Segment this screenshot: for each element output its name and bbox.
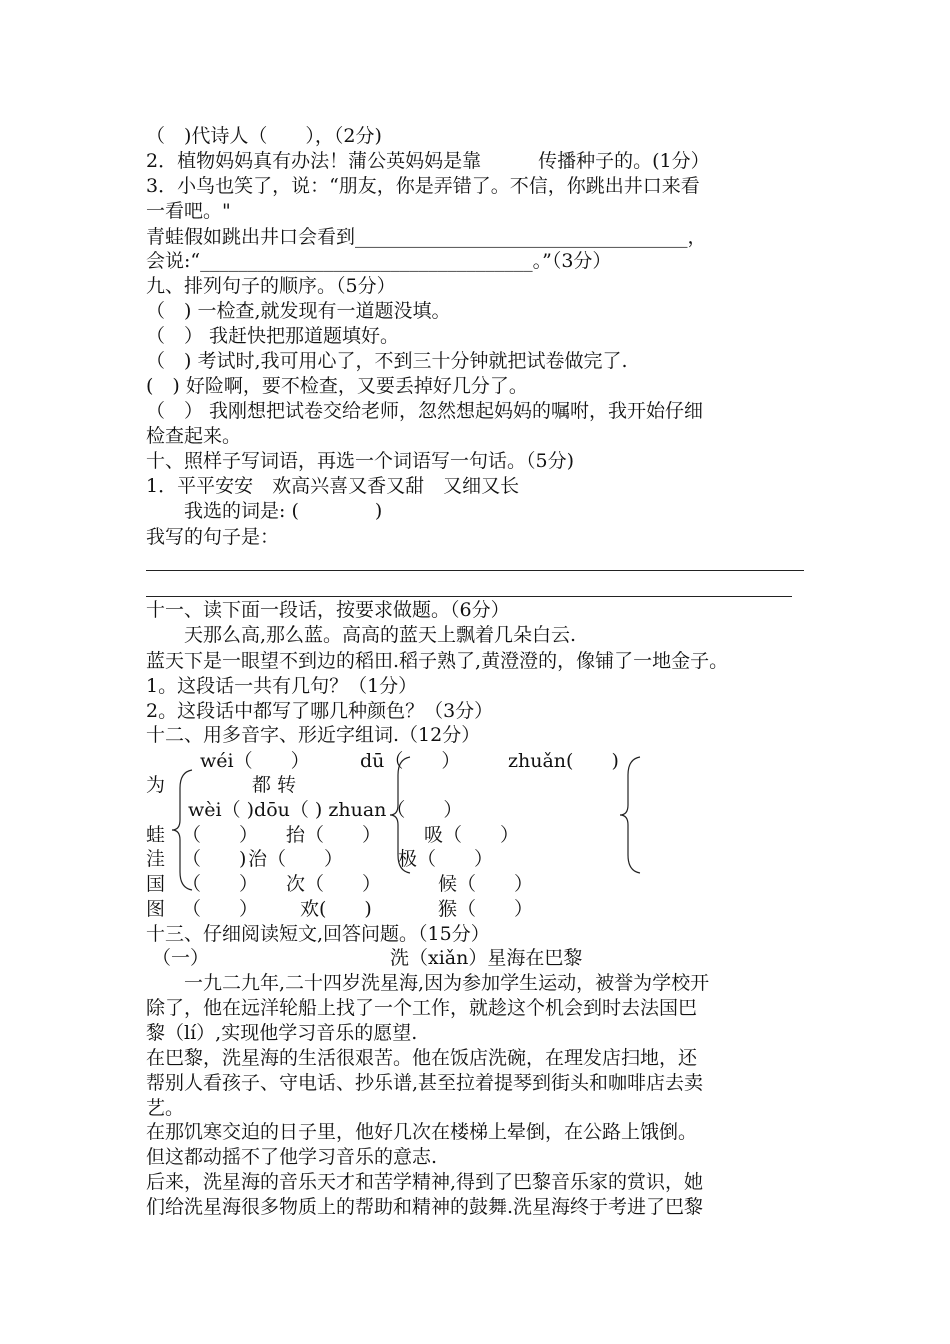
word-examples: 1．平平安安 欢高兴喜又香又甜 又细又长 (146, 475, 520, 497)
section-10-heading: 十、照样子写词语，再选一个词语写一句话。（5分) (146, 450, 575, 472)
row-zhi: 治（ ） (248, 848, 344, 870)
story-line-7: 在那饥寒交迫的日子里，他好几次在楼梯上晕倒，在公路上饿倒。 (146, 1121, 698, 1143)
story-line-10: 们给洗星海很多物质上的帮助和精神的鼓舞.洗星海终于考进了巴黎 (146, 1196, 704, 1218)
row-ci: 次（ ） (286, 873, 382, 895)
section-12-heading: 十二、用多音字、形近字组词.（12分） (146, 724, 481, 746)
story-title: 洗（xiǎn）星海在巴黎 (390, 947, 583, 969)
story-line-5: 帮别人看孩子、守电话、抄乐谱,甚至拉着提琴到街头和咖啡店去卖 (146, 1072, 704, 1094)
char-wei: 为 (146, 774, 166, 796)
order-item-5: （ ） 我刚想把试卷交给老师，忽然想起妈妈的嘱咐，我开始仔细 (146, 400, 704, 422)
question-2: 2．植物妈妈真有办法！蒲公英妈妈是靠 传播种子的。(1分） (146, 150, 710, 172)
part-one-label: （一） (152, 947, 210, 969)
question-11-1: 1。这段话一共有几句？（1分） (146, 675, 418, 697)
story-line-9: 后来，洗星海的音乐天才和苦学精神,得到了巴黎音乐家的赏识，她 (146, 1171, 704, 1193)
chosen-word-line: 我选的词是: ( ) (146, 500, 383, 522)
row-tu-blank: （ ） (182, 898, 259, 920)
row-tu-char: 图 (146, 898, 166, 920)
row-tai: 抬（ ） (286, 824, 382, 846)
poet-line: （ )代诗人（ ），（2分) (146, 125, 382, 147)
row-guo-char: 国 (146, 873, 166, 895)
pinyin-row-2: wèi（ )dōu（ ) zhuan（ ） (188, 799, 463, 821)
story-line-8: 但这都动摇不了他学习音乐的意志. (146, 1146, 438, 1168)
section-11-heading: 十一、读下面一段话，按要求做题。（6分） (146, 599, 510, 621)
pinyin-du: dū（ ） (360, 750, 461, 772)
row-wa-char: 蛙 (146, 824, 166, 846)
story-line-1: 一九二九年,二十四岁洗星海,因为参加学生运动，被誉为学校开 (146, 972, 710, 994)
brace-left (168, 768, 196, 892)
row-xi: 吸（ ） (424, 824, 520, 846)
story-line-2: 除了，他在远洋轮船上找了一个工作，就趁这个机会到时去法国巴 (146, 997, 698, 1019)
answer-line-2[interactable] (146, 596, 792, 597)
order-item-2: （ ） 我赶快把那道题填好。 (146, 325, 400, 347)
story-line-6: 艺。 (146, 1097, 185, 1119)
section-9-heading: 九、排列句子的顺序。（5分） (146, 275, 396, 297)
question-3-cont: 一看吧。" (146, 200, 231, 222)
answer-line-1[interactable] (146, 570, 804, 571)
brace-middle (386, 755, 414, 875)
row-huan: 欢( ) (300, 898, 372, 920)
chars-du-zhuan: 都 转 (252, 774, 297, 796)
pinyin-zhuan: zhuǎn( ) (508, 750, 619, 772)
question-3: 3．小鸟也笑了，说：“朋友，你是弄错了。不信，你跳出井口来看 (146, 175, 700, 197)
story-line-3: 黎（lí）,实现他学习音乐的愿望. (146, 1022, 418, 1044)
row-wa2-char: 洼 (146, 848, 166, 870)
order-item-5-cont: 检查起来。 (146, 425, 242, 447)
frog-sees-line: 青蛙假如跳出井口会看到___________________________________， (146, 226, 707, 248)
row-hou: 候（ ） (438, 873, 534, 895)
my-sentence-label: 我写的句子是： (146, 526, 280, 548)
frog-says-line: 会说:“___________________________________。”（3分） (146, 250, 612, 272)
question-11-2: 2。这段话中都写了哪几种颜色？（3分） (146, 700, 494, 722)
passage-line-1: 天那么高,那么蓝。高高的蓝天上飘着几朵白云. (146, 624, 577, 646)
brace-right (616, 755, 644, 875)
row-guo-blank: （ ） (182, 873, 259, 895)
order-item-3: （ ) 考试时,我可用心了，不到三十分钟就把试卷做完了. (146, 350, 628, 372)
passage-line-2: 蓝天下是一眼望不到边的稻田.稻子熟了,黄澄澄的，像铺了一地金子。 (146, 650, 729, 672)
row-ji: 极（ ） (398, 848, 494, 870)
order-item-4: ( ) 好险啊，要不检查，又要丢掉好几分了。 (146, 375, 528, 397)
order-item-1: （ ) 一检查,就发现有一道题没填。 (146, 300, 451, 322)
row-hou2: 猴（ ） (438, 898, 534, 920)
story-line-4: 在巴黎，洗星海的生活很艰苦。他在饭店洗碗，在理发店扫地，还 (146, 1047, 698, 1069)
row-wa-blank: （ ） (182, 824, 259, 846)
section-13-heading: 十三、仔细阅读短文,回答问题。（15分） (146, 923, 490, 945)
pinyin-wei: wéi（ ） (200, 750, 310, 772)
row-wa2-blank: （ ) (182, 848, 247, 870)
